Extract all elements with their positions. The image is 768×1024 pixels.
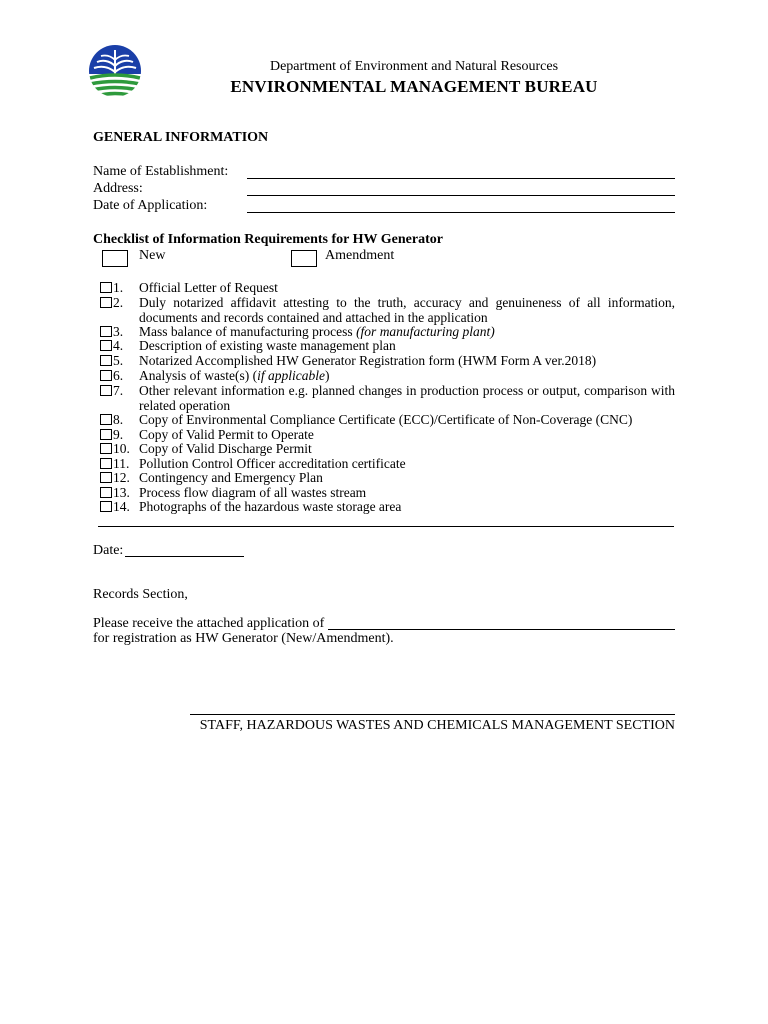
item-number: 4. [113,338,124,353]
item-checkbox[interactable] [100,472,112,483]
item-checkbox[interactable] [100,458,112,469]
item-number: 3. [113,324,124,339]
checklist-item [100,281,675,296]
checklist-item [100,500,675,515]
amendment-option-label: Amendment [325,248,395,263]
item-checkbox[interactable] [100,487,112,498]
item-text: Description of existing waste management plan [139,338,396,353]
establishment-name-label: Name of Establishment: [93,164,229,179]
checklist-item [100,413,675,428]
records-section-salutation: Records Section, [93,587,188,602]
address-label: Address: [93,181,143,196]
item-checkbox[interactable] [100,385,112,396]
item-checkbox[interactable] [100,370,112,381]
item-number: 14. [113,499,130,514]
item-checkbox[interactable] [100,443,112,454]
bureau-title: ENVIRONMENTAL MANAGEMENT BUREAU [230,77,598,96]
checklist-item [100,354,675,369]
item-number: 6. [113,368,124,383]
item-checkbox[interactable] [100,340,112,351]
item-number: 9. [113,427,124,442]
item-text: Analysis of waste(s) (if applicable) [139,368,330,383]
date-of-application-field[interactable] [247,212,675,213]
checklist-item [100,296,675,326]
registration-purpose-text: for registration as HW Generator (New/Amendment). [93,631,394,646]
new-option-label: New [139,248,166,263]
item-text: Photographs of the hazardous waste storage area [139,499,402,514]
checklist-item [100,339,675,354]
item-checkbox[interactable] [100,282,112,293]
item-number: 12. [113,470,130,485]
section-divider [98,526,674,527]
item-text: Mass balance of manufacturing process (for manufacturing plant) [139,324,495,339]
item-text: Copy of Valid Permit to Operate [139,427,314,442]
general-information-heading: GENERAL INFORMATION [93,130,269,145]
item-checkbox[interactable] [100,355,112,366]
checklist-item [100,369,675,384]
date-field[interactable] [125,556,244,557]
checklist-title: Checklist of Information Requirements for HW Generator [93,232,443,247]
item-number: 8. [113,412,124,427]
establishment-name-field[interactable] [247,178,675,179]
item-text: Official Letter of Request [139,280,278,295]
checklist-item [100,442,675,457]
department-name: Department of Environment and Natural Resources [269,59,559,74]
item-checkbox[interactable] [100,501,112,512]
item-text: Duly notarized affidavit attesting to the truth, accuracy and genuineness of all information, documents and records contained and attached in the application [139,295,675,325]
new-checkbox[interactable] [102,250,128,267]
signatory-title: STAFF, HAZARDOUS WASTES AND CHEMICALS MANAGEMENT SECTION [199,718,675,733]
item-text: Contingency and Emergency Plan [139,470,323,485]
signature-line [190,714,675,715]
please-receive-text: Please receive the attached application of [93,616,325,631]
item-text: Copy of Environmental Compliance Certificate (ECC)/Certificate of Non-Coverage (CNC) [139,412,633,427]
checklist-item [100,471,675,486]
item-checkbox[interactable] [100,297,112,308]
item-text: Copy of Valid Discharge Permit [139,441,312,456]
item-text: Notarized Accomplished HW Generator Registration form (HWM Form A ver.2018) [139,353,597,368]
date-label: Date: [93,543,124,558]
item-checkbox[interactable] [100,326,112,337]
item-number: 10. [113,441,130,456]
item-number: 2. [113,295,124,310]
date-of-application-label: Date of Application: [93,198,208,213]
item-text: Process flow diagram of all wastes stream [139,485,367,500]
item-number: 5. [113,353,124,368]
item-text: Other relevant information e.g. planned changes in production process or output, comparison with related operation [139,383,675,413]
item-number: 7. [113,383,124,398]
address-field[interactable] [247,195,675,196]
amendment-checkbox[interactable] [291,250,317,267]
item-checkbox[interactable] [100,414,112,425]
checklist-item [100,384,675,414]
applicant-name-field[interactable] [328,629,675,630]
item-number: 1. [113,280,124,295]
item-checkbox[interactable] [100,429,112,440]
item-number: 13. [113,485,130,500]
item-number: 11. [113,456,130,471]
item-text: Pollution Control Officer accreditation certificate [139,456,406,471]
